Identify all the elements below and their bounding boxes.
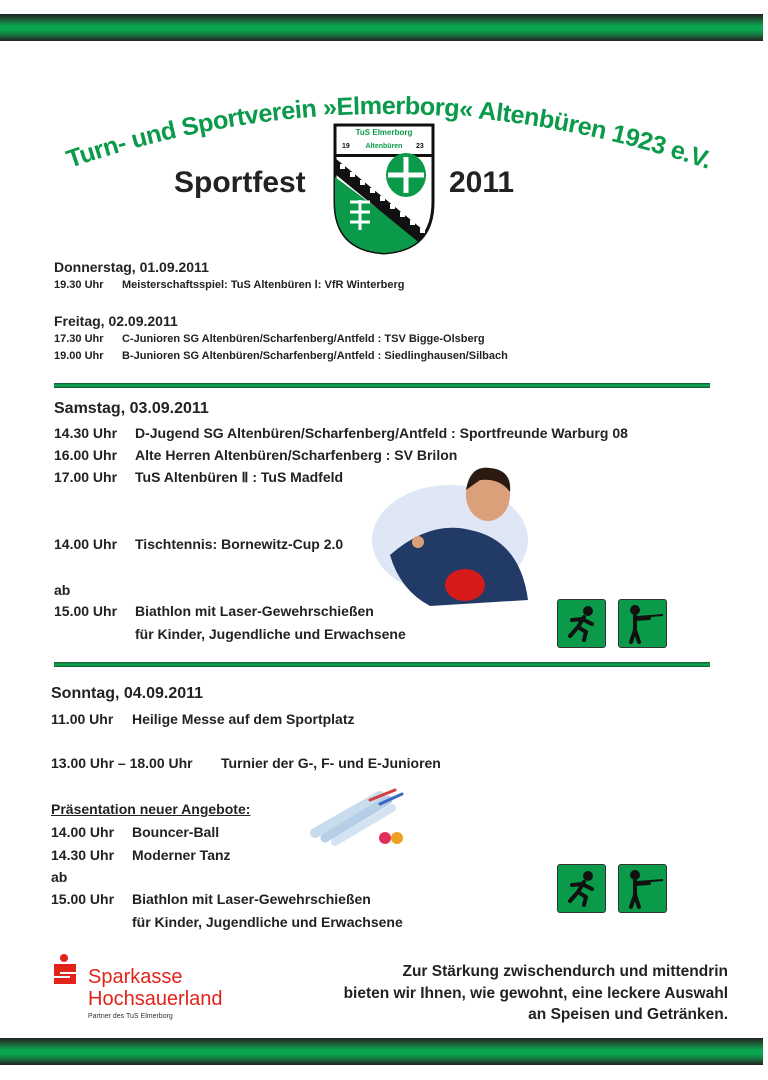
sponsor-name-line1: Sparkasse	[88, 966, 183, 988]
food-notice-line3: an Speisen und Getränken.	[528, 1006, 728, 1023]
event-row	[51, 711, 355, 727]
saturday-heading: Samstag, 03.09.2011	[54, 400, 209, 417]
crest-year-right: 23	[416, 143, 424, 150]
event-time: 14.00 Uhr	[54, 536, 118, 552]
event-time: 17.30 Uhr	[54, 333, 104, 345]
ab-label: ab	[54, 582, 71, 598]
event-text: Biathlon mit Laser-Gewehrschießen	[135, 603, 374, 619]
event-row	[51, 824, 219, 840]
table-tennis-player-photo	[370, 460, 532, 608]
food-notice-line2: bieten wir Ihnen, wie gewohnt, eine leckere Auswahl	[343, 984, 728, 1002]
event-text: Tischtennis: Bornewitz-Cup 2.0	[135, 536, 344, 552]
crest-year-left: 19	[342, 143, 350, 150]
section-divider	[54, 383, 710, 388]
presentation-heading: Präsentation neuer Angebote:	[51, 801, 251, 817]
shooting-icon	[618, 599, 667, 648]
event-text: Meisterschaftsspiel: TuS Altenbüren Ⅰ: VfR Winterberg	[122, 279, 405, 291]
event-time: 19.30 Uhr	[54, 279, 104, 291]
section-divider	[54, 662, 710, 667]
event-text: B-Junioren SG Altenbüren/Scharfenberg/Antfeld : Siedlinghausen/Silbach	[122, 350, 508, 362]
event-row	[54, 278, 404, 291]
event-time: 14.00 Uhr	[51, 824, 115, 840]
event-time: 15.00 Uhr	[51, 891, 115, 907]
event-text: Alte Herren Altenbüren/Scharfenberg : SV Brilon	[135, 447, 458, 463]
friday-heading: Freitag, 02.09.2011	[54, 313, 178, 329]
event-time: 14.30 Uhr	[51, 847, 115, 863]
event-text: C-Junioren SG Altenbüren/Scharfenberg/Antfeld : TSV Bigge-Olsberg	[122, 333, 485, 345]
sparkasse-s-icon	[52, 954, 80, 988]
shooting-icon	[618, 864, 667, 913]
event-time: 14.30 Uhr	[54, 425, 118, 441]
sponsor-name-line2: Hochsauerland	[88, 988, 223, 1010]
event-text: Turnier der G-, F- und E-Junioren	[221, 755, 441, 771]
title-year: 2011	[449, 166, 515, 199]
event-time: 16.00 Uhr	[54, 447, 118, 463]
event-row	[54, 469, 343, 486]
bottom-decorative-bar	[0, 1038, 763, 1065]
event-time: 11.00 Uhr	[51, 711, 114, 727]
club-name: Turn- und Sportverein »Elmerborg« Altenbüren 1923 e.V.	[63, 91, 715, 175]
sunday-heading: Sonntag, 04.09.2011	[51, 685, 204, 702]
sponsor-tagline: Partner des TuS Elmerborg	[88, 1013, 173, 1020]
juggling-pins-photo	[300, 788, 410, 848]
ab-label: ab	[51, 869, 68, 885]
food-notice-line1: Zur Stärkung zwischendurch und mittendrin	[402, 963, 728, 980]
event-row	[54, 536, 343, 552]
crest-line1: TuS Elmerborg	[355, 128, 413, 137]
event-subtext: für Kinder, Jugendliche und Erwachsene	[135, 626, 406, 642]
crest-line2: Altenbüren	[365, 143, 403, 150]
event-text: Moderner Tanz	[132, 847, 231, 863]
title-sportfest: Sportfest	[174, 166, 306, 199]
event-text: TuS Altenbüren Ⅱ : TuS Madfeld	[135, 469, 344, 485]
running-icon	[557, 599, 606, 648]
event-text: Heilige Messe auf dem Sportplatz	[132, 711, 355, 727]
event-subtext: für Kinder, Jugendliche und Erwachsene	[132, 914, 403, 930]
thursday-heading: Donnerstag, 01.09.2011	[54, 259, 209, 275]
event-time: 13.00 Uhr – 18.00 Uhr	[51, 755, 193, 771]
event-row	[54, 350, 508, 362]
event-time: 17.00 Uhr	[54, 469, 118, 485]
event-time: 15.00 Uhr	[54, 603, 118, 619]
event-row	[54, 333, 485, 345]
event-row	[54, 603, 374, 619]
event-row	[51, 755, 441, 771]
event-text: D-Jugend SG Altenbüren/Scharfenberg/Antfeld : Sportfreunde Warburg 08	[135, 425, 628, 441]
event-text: Biathlon mit Laser-Gewehrschießen	[132, 891, 371, 907]
top-decorative-bar	[0, 14, 763, 41]
event-text: Bouncer-Ball	[132, 824, 220, 840]
event-time: 19.00 Uhr	[54, 350, 104, 362]
event-row	[51, 891, 371, 907]
club-crest-logo	[332, 122, 436, 256]
running-icon	[557, 864, 606, 913]
event-row	[51, 847, 231, 863]
food-notice	[344, 961, 728, 1026]
event-row	[54, 425, 628, 441]
